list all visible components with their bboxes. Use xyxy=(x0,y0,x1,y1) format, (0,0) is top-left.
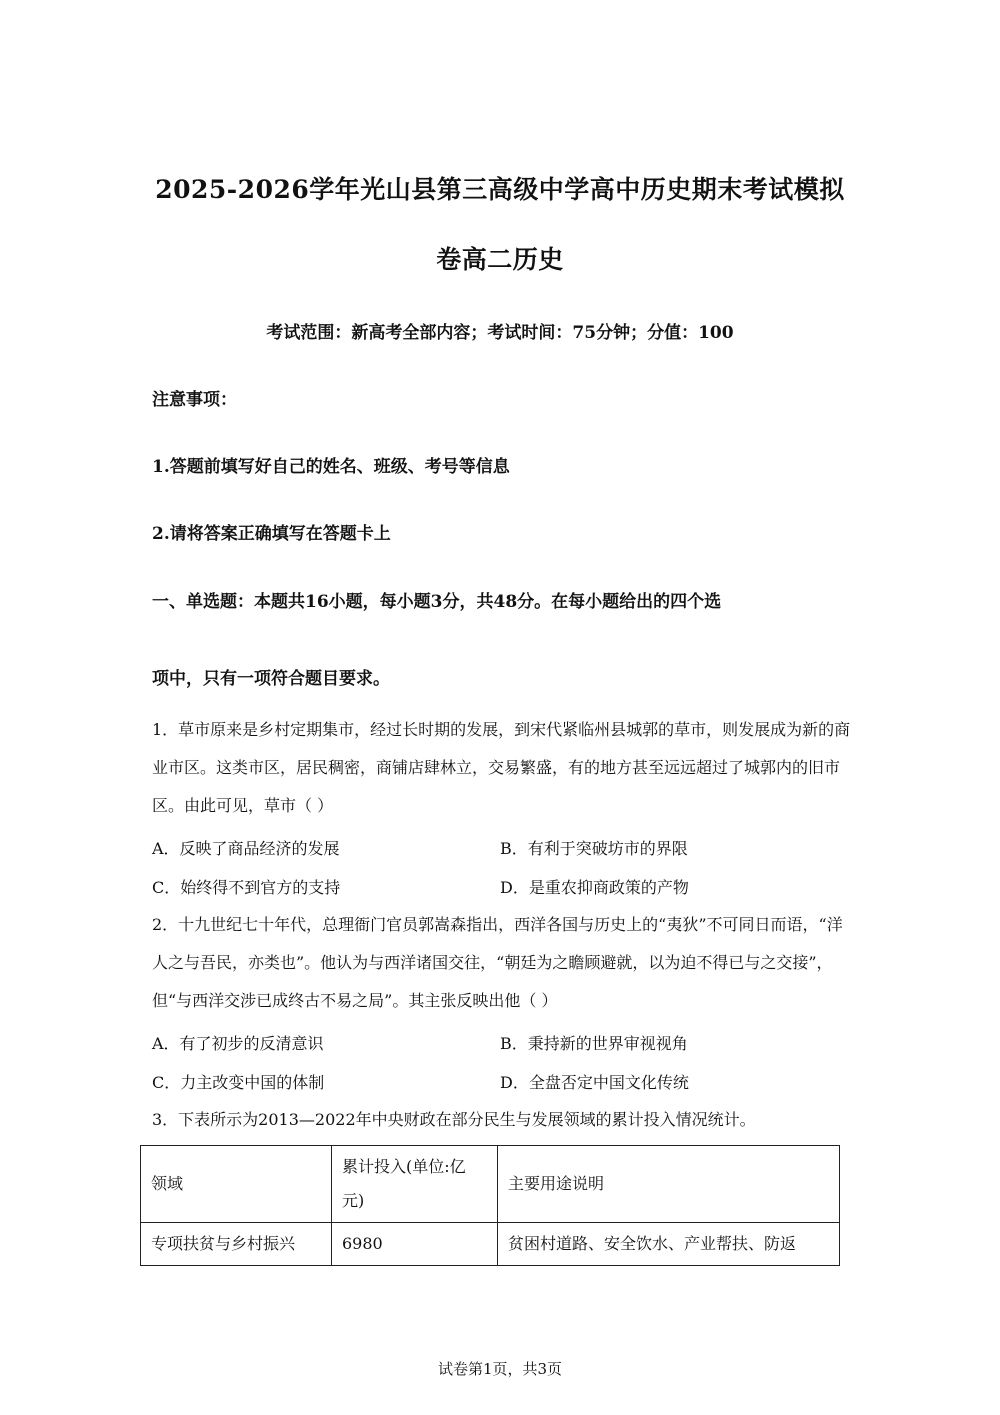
question-2-option-b: B．秉持新的世界审视视角 xyxy=(500,1034,688,1053)
table-row xyxy=(141,1223,840,1266)
question-1-option-b: B．有利于突破坊市的界限 xyxy=(500,839,688,858)
question-1-option-c: C．始终得不到官方的支持 xyxy=(152,878,341,897)
question-2-option-a: A．有了初步的反清意识 xyxy=(152,1034,324,1053)
table-header-row xyxy=(141,1146,840,1223)
question-1-stem: 1．草市原来是乡村定期集市，经过长时期的发展，到宋代紧临州县城郭的草市，则发展成为新的商业市区。这类市区，居民稠密，商铺店肆林立，交易繁盛，有的地方甚至远远超过了城郭内的旧市区。由此可见，草市（ ） xyxy=(152,720,851,815)
question-3-stem: 3．下表所示为2013—2022年中央财政在部分民生与发展领域的累计投入情况统计。 xyxy=(152,1110,756,1129)
page-title-line-1: 2025-2026学年光山县第三高级中学高中历史期末考试模拟 xyxy=(155,175,845,204)
notice-item: 1.答题前填写好自己的姓名、班级、考号等信息 xyxy=(152,457,510,477)
table-cell: 贫困村道路、安全饮水、产业帮扶、防返 xyxy=(498,1223,840,1266)
section-heading-line-2: 项中，只有一项符合题目要求。 xyxy=(152,669,390,689)
question-1-option-a: A．反映了商品经济的发展 xyxy=(152,839,340,858)
page-title-line-2: 卷高二历史 xyxy=(436,245,564,274)
table-header-cell: 领域 xyxy=(141,1146,332,1223)
table-cell: 6980 xyxy=(332,1223,498,1266)
notice-heading: 注意事项： xyxy=(152,390,237,410)
section-heading-line-1: 一、单选题：本题共16小题，每小题3分，共48分。在每小题给出的四个选 xyxy=(152,592,722,612)
question-2-stem: 2．十九世纪七十年代，总理衙门官员郭嵩森指出，西洋各国与历史上的“夷狄”不可同日而语，“洋人之与吾民，亦类也”。他认为与西洋诸国交往，“朝廷为之瞻顾避就，以为迫不得已与之交接”，但“与西洋交涉已成终古不易之局”。其主张反映出他（ ） xyxy=(152,915,843,1010)
exam-info: 考试范围：新高考全部内容；考试时间：75分钟；分值：100 xyxy=(266,323,734,343)
question-2-option-c: C．力主改变中国的体制 xyxy=(152,1073,325,1092)
page-footer: 试卷第1页，共3页 xyxy=(437,1360,563,1378)
question-2-option-d: D．全盘否定中国文化传统 xyxy=(500,1073,689,1092)
investment-table xyxy=(140,1145,840,1266)
table-header-cell: 累计投入(单位:亿元) xyxy=(332,1146,498,1223)
table-cell: 专项扶贫与乡村振兴 xyxy=(141,1223,332,1266)
notice-item: 2.请将答案正确填写在答题卡上 xyxy=(152,524,391,544)
table-header-cell: 主要用途说明 xyxy=(498,1146,840,1223)
question-1-option-d: D．是重农抑商政策的产物 xyxy=(500,878,689,897)
